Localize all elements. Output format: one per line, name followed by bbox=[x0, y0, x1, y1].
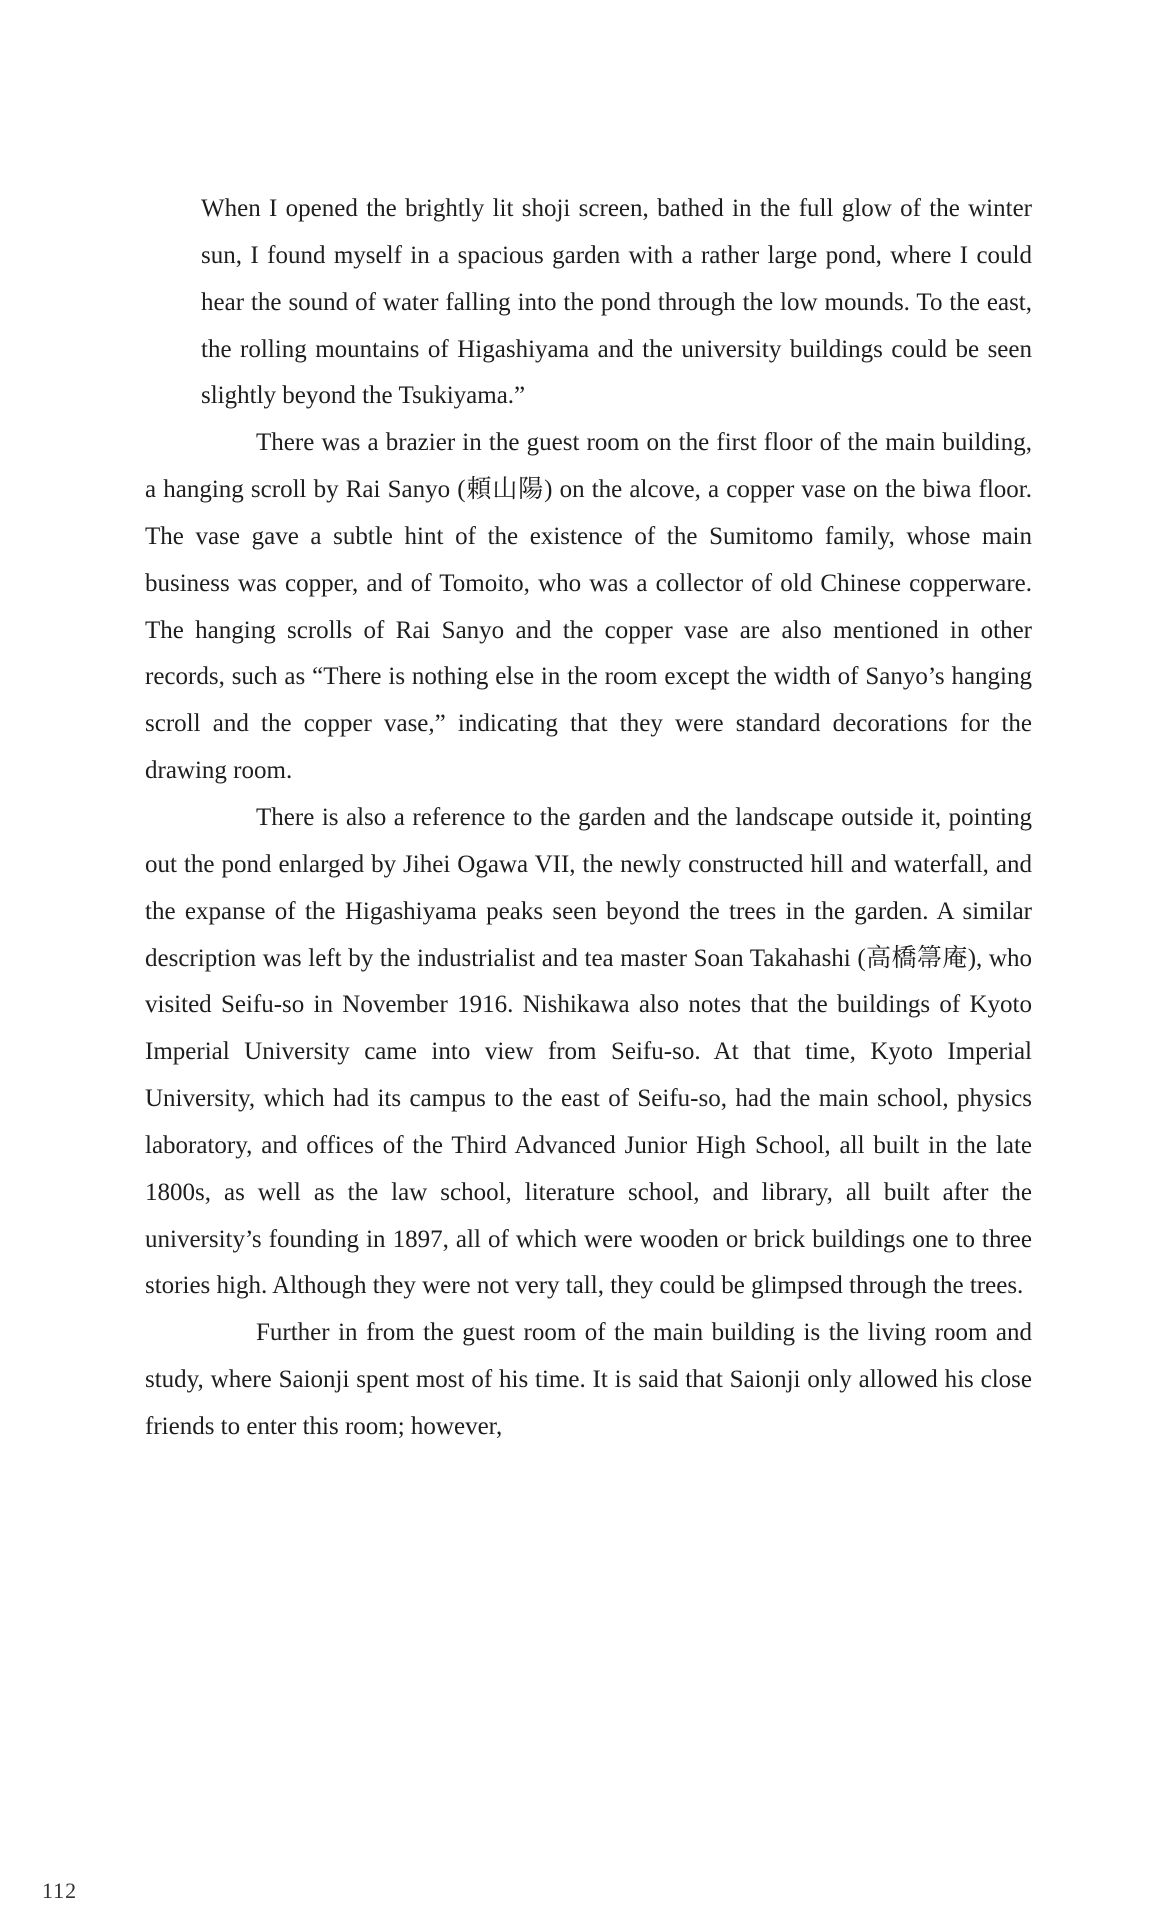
block-quote-paragraph: When I opened the brightly lit shoji screen, bathed in the full glow of the winter sun, I found myself in a spacious garden with a rather large pond, where I could hear the sound of water falling into the pond through the low mounds. To the east, the rolling mountains of Higashiyama and the university buildings could be seen slightly beyond the Tsukiyama.” bbox=[201, 195, 1032, 410]
body-paragraph: Further in from the guest room of the main building is the living room and study, where Saionji spent most of his time. It is said that Saionji only allowed his close friends to enter this room; however, bbox=[145, 1319, 1032, 1440]
body-paragraph: There was a brazier in the guest room on the first floor of the main building, a hanging scroll by Rai Sanyo (頼山陽) on the alcove, a copper vase on the biwa floor. The vase gave a subtle hint of the existence of the Sumitomo family, whose main business was copper, and of Tomoito, who was a collector of old Chinese copperware. The hanging scrolls of Rai Sanyo and the copper vase are also mentioned in other records, such as “There is nothing else in the room except the width of Sanyo’s hanging scroll and the copper vase,” indicating that they were standard decorations for the drawing room. bbox=[145, 429, 1032, 785]
page-number: 112 bbox=[42, 1878, 78, 1903]
body-paragraph: There is also a reference to the garden and the landscape outside it, pointing out the pond enlarged by Jihei Ogawa VII, the newly constructed hill and waterfall, and the expanse of the Higashiyama peaks seen beyond the trees in the garden. A similar description was left by the industrialist and tea master Soan Takahashi (高橋箒庵), who visited Seifu-so in November 1916. Nishikawa also notes that the buildings of Kyoto Imperial University came into view from Seifu-so. At that time, Kyoto Imperial University, which had its campus to the east of Seifu-so, had the main school, physics laboratory, and offices of the Third Advanced Junior High School, all built in the late 1800s, as well as the law school, literature school, and library, all built after the university’s founding in 1897, all of which were wooden or brick buildings one to three stories high. Although they were not very tall, they could be glimpsed through the trees. bbox=[145, 803, 1032, 1300]
body-text bbox=[145, 186, 1032, 1451]
